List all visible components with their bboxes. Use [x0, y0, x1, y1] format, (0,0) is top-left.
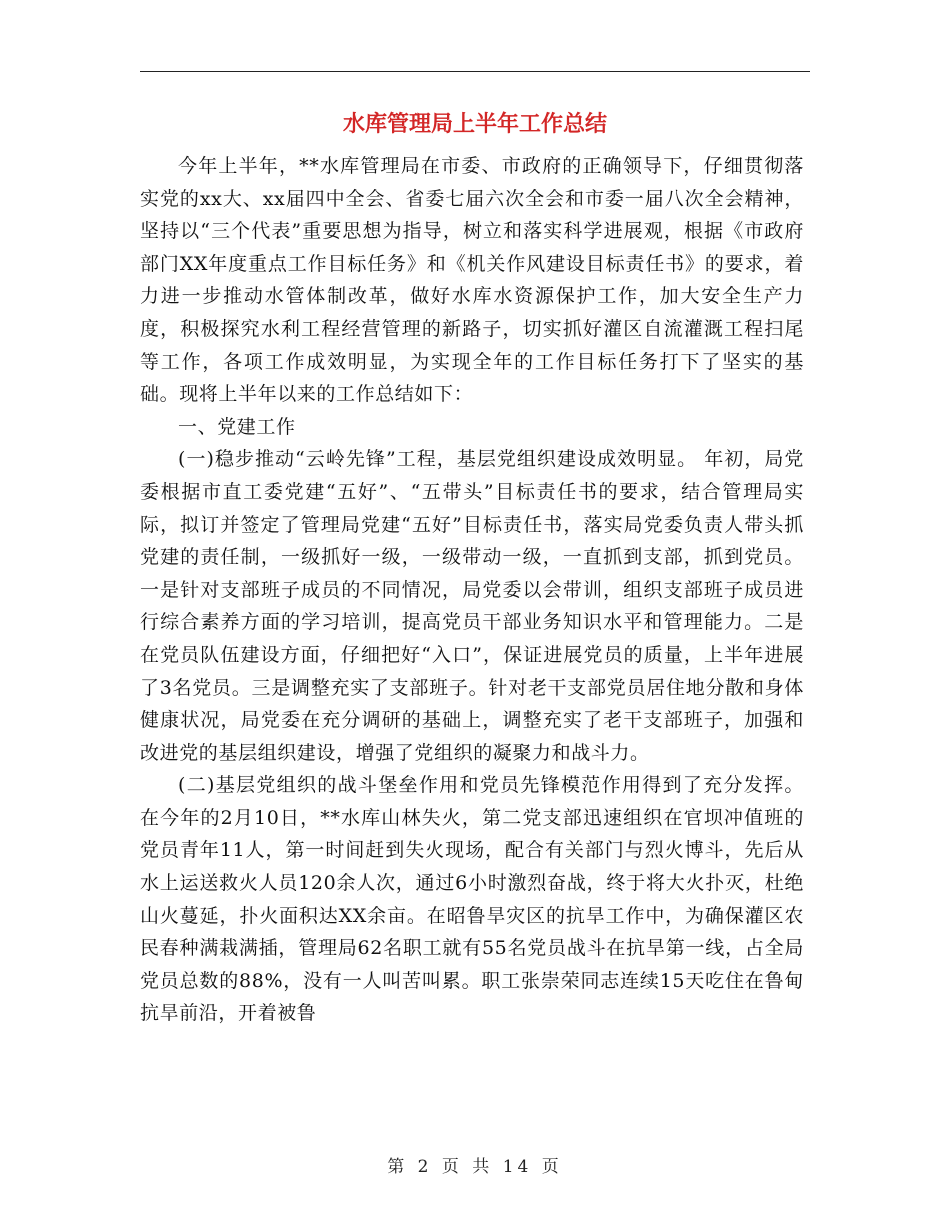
- document-title: 水库管理局上半年工作总结: [342, 112, 607, 137]
- document-body: [140, 150, 804, 1030]
- page-number: 第 2 页 共 14 页: [387, 1157, 563, 1177]
- paragraph-intro: 今年上半年，**水库管理局在市委、市政府的正确领导下，仔细贯彻落实党的xx大、xx届四中全会、省委七届六次全会和市委一届八次全会精神，坚持以“三个代表”重要思想为指导，树立和落实科学进展观，根据《市政府部门XX年度重点工作目标任务》和《机关作风建设目标责任书》的要求，着力进一步推动水管体制改革，做好水库水资源保护工作，加大安全生产力度，积极探究水利工程经营管理的新路子，切实抓好灌区自流灌溉工程扫尾等工作，各项工作成效明显，为实现全年的工作目标任务打下了坚实的基础。现将上半年以来的工作总结如下：: [140, 155, 804, 406]
- paragraph-section-2: (二)基层党组织的战斗堡垒作用和党员先锋模范作用得到了充分发挥。 在今年的2月10日，**水库山林失火，第二党支部迅速组织在官坝冲值班的党员青年11人，第一时间赶到失火现场，配合有关部门与烈火博斗，先后从水上运送救火人员120余人次，通过6小时激烈奋战，终于将大火扑灭，杜绝山火蔓延，扑火面积达XX余亩。在昭鲁旱灾区的抗旱工作中，为确保灌区农民春种满栽满插，管理局62名职工就有55名党员战斗在抗旱第一线，占全局党员总数的88%，没有一人叫苦叫累。职工张崇荣同志连续15天吃住在鲁甸抗旱前沿，开着被鲁: [140, 774, 804, 1025]
- section-heading-party-building: 一、党建工作: [178, 415, 296, 438]
- header-rule: [140, 71, 810, 72]
- paragraph-section-1: (一)稳步推动“云岭先锋”工程，基层党组织建设成效明显。 年初，局党委根据市直工委党建“五好”、“五带头”目标责任书的要求，结合管理局实际，拟订并签定了管理局党建“五好”目标责任书，落实局党委负责人带头抓党建的责任制，一级抓好一级，一级带动一级，一直抓到支部，抓到党员。一是针对支部班子成员的不同情况，局党委以会带训，组织支部班子成员进行综合素养方面的学习培训，提高党员干部业务知识水平和管理能力。二是在党员队伍建设方面，仔细把好“入口”，保证进展党员的质量，上半年进展了3名党员。三是调整充实了支部班子。针对老干支部党员居住地分散和身体健康状况，局党委在充分调研的基础上，调整充实了老干支部班子，加强和改进党的基层组织建设，增强了党组织的凝聚力和战斗力。: [140, 448, 804, 764]
